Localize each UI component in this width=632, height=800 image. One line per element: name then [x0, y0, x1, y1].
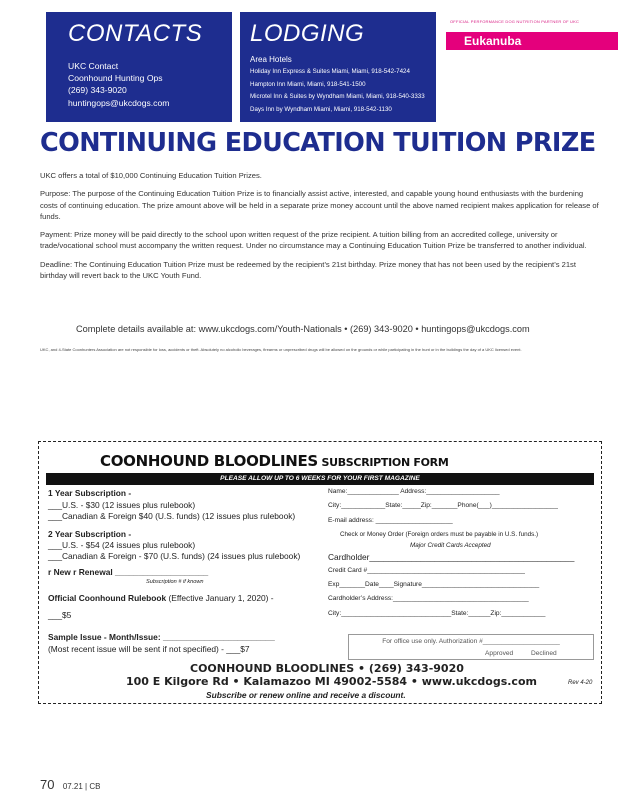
- contacts-phone: (269) 343-9020: [68, 85, 127, 96]
- one-year-heading: 1 Year Subscription -: [48, 488, 132, 498]
- subscription-number-hint: Subscription # if known: [146, 579, 204, 585]
- article-body: [40, 170, 600, 288]
- office-use-label: For office use only. Authorization #_____________________: [382, 638, 560, 645]
- approved-label: Approved: [485, 650, 514, 657]
- new-renewal-options[interactable]: r New r Renewal ____________________: [48, 567, 209, 577]
- two-year-canada-option[interactable]: ___Canadian & Foreign - $70 (U.S. funds) (24 issues plus rulebook): [48, 551, 301, 561]
- rulebook-line[interactable]: [48, 593, 274, 603]
- form-title: [100, 452, 449, 470]
- hotel-item: Microtel Inn & Suites by Wyndham Miami, Miami, 918-540-3333: [250, 93, 425, 101]
- page-number: 70: [40, 777, 55, 792]
- form-title-small: SUBSCRIPTION FORM: [317, 456, 449, 469]
- hotel-item: Days Inn by Wyndham Miami, Miami, 918-542-1130: [250, 105, 392, 113]
- article-paragraph: Purpose: The purpose of the Continuing Education Tuition Prize is to financially assist active, interested, and capable young hound enthusiasts with the burdening costs of continuing education. The prize amount above will be held in a separate prize money account until the above named recipient makes application for release of funds.: [40, 189, 599, 221]
- lodging-heading: LODGING: [250, 20, 365, 47]
- article-title: CONTINUING EDUCATION TUITION PRIZE: [40, 128, 596, 158]
- office-use-box: [348, 634, 594, 660]
- sample-issue-field[interactable]: Sample Issue - Month/Issue: ________________________: [48, 632, 275, 642]
- article-paragraph: Payment: Prize money will be paid directly to the school upon written request of the prize recipient. A tuition billing from an accredited college, university or trade/vocational school must accompany the written request. Under no circumstance may a Continuing Education Tuition Prize be transferred to another individual.: [40, 230, 587, 251]
- cardholder-field[interactable]: Cardholder____________________________________________: [328, 552, 575, 562]
- form-discount-note: Subscribe or renew online and receive a discount.: [206, 690, 406, 700]
- hotel-item: Holiday Inn Express & Suites Miami, Miami, 918-542-7424: [250, 68, 410, 76]
- rulebook-effective: (Effective January 1, 2020) -: [166, 593, 274, 603]
- credit-card-field[interactable]: Credit Card #___________________________________________: [328, 567, 525, 574]
- form-address-line: 100 E Kilgore Rd • Kalamazoo MI 49002-5584 • www.ukcdogs.com: [126, 675, 537, 688]
- contacts-line: UKC Contact: [68, 61, 119, 71]
- one-year-canada-option[interactable]: ___Canadian & Foreign $40 (U.S. funds) (12 issues plus rulebook): [48, 511, 296, 521]
- article-paragraph: Deadline: The Continuing Education Tuition Prize must be redeemed by the recipient’s 21st birthday. Prize money that has not been used by the recipient’s 21st birthday will revert back to the UKC Youth Fund.: [40, 259, 576, 281]
- page-footer: [40, 777, 100, 792]
- hotel-item: Hampton Inn Miami, Miami, 918-541-1500: [250, 80, 366, 88]
- cardholder-city-field[interactable]: City:______________________________State:______Zip:____________: [328, 610, 546, 617]
- one-year-us-option[interactable]: ___U.S. - $30 (12 issues plus rulebook): [48, 500, 196, 510]
- two-year-us-option[interactable]: ___U.S. - $54 (24 issues plus rulebook): [48, 540, 196, 550]
- contacts-box: [46, 12, 232, 122]
- cardholder-address-field[interactable]: Cardholder’s Address:_____________________________________: [328, 595, 529, 602]
- rulebook-price-option[interactable]: ___$5: [48, 610, 72, 620]
- expiration-signature-field[interactable]: Exp_______Date____Signature________________________________: [328, 581, 540, 588]
- declined-label: Declined: [531, 650, 557, 657]
- disclaimer: UKC, and 4-State Coonhunters Association are not responsible for loss, accidents or theft. Absolutely no alcoholic beverages, firearms or unprescribed drugs will be allowed on the grounds or while participating in the hunt or in the buildings the day of a UKC licensed event.: [40, 347, 522, 352]
- sponsor-partner-text: OFFICIAL PERFORMANCE DOG NUTRITION PARTNER OF UKC: [450, 19, 580, 24]
- major-cards-note: Major Credit Cards Accepted: [410, 542, 491, 549]
- issue-label: 07.21 | CB: [62, 782, 101, 791]
- lodging-subheading: Area Hotels: [250, 55, 292, 64]
- rulebook-label: Official Coonhound Rulebook: [48, 593, 167, 603]
- complete-details: Complete details available at: www.ukcdogs.com/Youth-Nationals • (269) 343-9020 • huntingops@ukcdogs.com: [76, 324, 530, 334]
- two-year-heading: 2 Year Subscription -: [48, 529, 132, 539]
- email-field[interactable]: E-mail address: _____________________: [328, 517, 453, 524]
- sample-issue-note: (Most recent issue will be sent if not specified) - ___$7: [48, 644, 250, 654]
- contacts-email: huntingops@ukcdogs.com: [68, 97, 170, 108]
- form-contact-line: COONHOUND BLOODLINES • (269) 343-9020: [190, 662, 464, 675]
- check-money-order-note: Check or Money Order (Foreign orders must be payable in U.S. funds.): [340, 531, 539, 538]
- form-banner: PLEASE ALLOW UP TO 6 WEEKS FOR YOUR FIRST MAGAZINE: [46, 473, 594, 485]
- contacts-line: Coonhound Hunting Ops: [68, 73, 163, 84]
- article-paragraph: UKC offers a total of $10,000 Continuing Education Tuition Prizes.: [40, 171, 262, 180]
- form-title-main: COONHOUND BLOODLINES: [100, 452, 318, 470]
- name-address-field[interactable]: Name:______________ Address:____________________: [328, 488, 500, 495]
- city-state-phone-field[interactable]: City:____________State:_____Zip:_______Phone(___)__________________: [328, 502, 558, 509]
- contacts-heading: CONTACTS: [68, 20, 203, 47]
- eukanuba-logo: Eukanuba: [446, 32, 618, 50]
- lodging-box: [240, 12, 436, 122]
- form-revision: Rev 4-20: [568, 680, 593, 686]
